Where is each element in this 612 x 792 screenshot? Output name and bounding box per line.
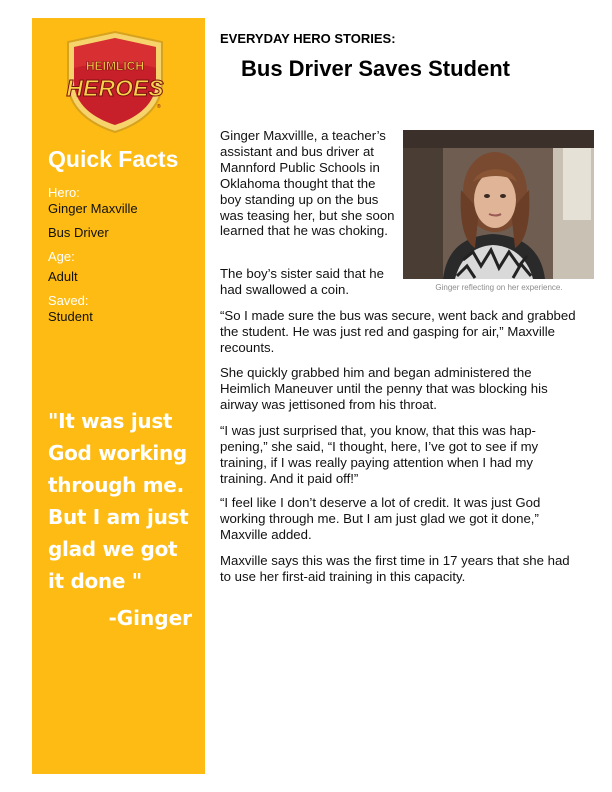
sidebar (32, 18, 205, 774)
article-paragraph-6: “I feel like I don’t deserve a lot of credit. It was just God working through me. But I am just glad we got it done,” Maxville added. (220, 495, 541, 542)
heimlich-heroes-logo (58, 28, 172, 134)
fact-label-age: Age: (48, 249, 75, 264)
fact-value-saved: Student (48, 309, 93, 324)
hero-photo-illustration (403, 130, 594, 279)
fact-value-hero-name: Ginger Maxville (48, 201, 138, 216)
logo-trademark: ® (157, 104, 161, 110)
page-title: Bus Driver Saves Student (241, 56, 510, 81)
article-paragraph-5: “I was just surprised that, you know, that this was hap-pening,” she said, “I thought, here, I’ve got to see if my training, if I was really paying attention when I had my training. And it paid off!” (220, 423, 539, 486)
fact-value-hero-role: Bus Driver (48, 225, 109, 240)
article-paragraph-4: She quickly grabbed him and began administered the Heimlich Maneuver until the penny that was blocking his airway was jettisoned from his throat. (220, 365, 548, 412)
pull-quote-author: -Ginger (108, 606, 192, 630)
article-paragraph-7: Maxville says this was the first time in 17 years that she had to use her first-aid training in this capacity. (220, 553, 570, 584)
fact-label-hero: Hero: (48, 185, 80, 200)
article-paragraph-3: “So I made sure the bus was secure, went back and grabbed the student. He was just red and gasping for air,” Maxville recounts. (220, 308, 576, 355)
quick-facts-list (48, 185, 198, 325)
section-kicker: EVERYDAY HERO STORIES: (220, 31, 396, 46)
article-paragraph-1: Ginger Maxvillle, a teacher’s assistant and bus driver at Mannford Public Schools in Oklahoma thought that the boy standing up on the bus was teasing her, but she soon learned that he was choking. (220, 128, 395, 239)
hero-photo (403, 130, 594, 279)
pull-quote: "It was just God working through me. But I am just glad we got it done " (48, 409, 189, 593)
logo-line1: HEIMLICH (86, 59, 144, 73)
logo-line2: HEROES (66, 75, 164, 101)
fact-value-age: Adult (48, 269, 78, 284)
fact-label-saved: Saved: (48, 293, 89, 308)
quick-facts-title: Quick Facts (48, 146, 179, 172)
article-paragraph-2: The boy’s sister said that he had swallowed a coin. (220, 266, 384, 297)
photo-caption: Ginger reflecting on her experience. (435, 283, 563, 292)
